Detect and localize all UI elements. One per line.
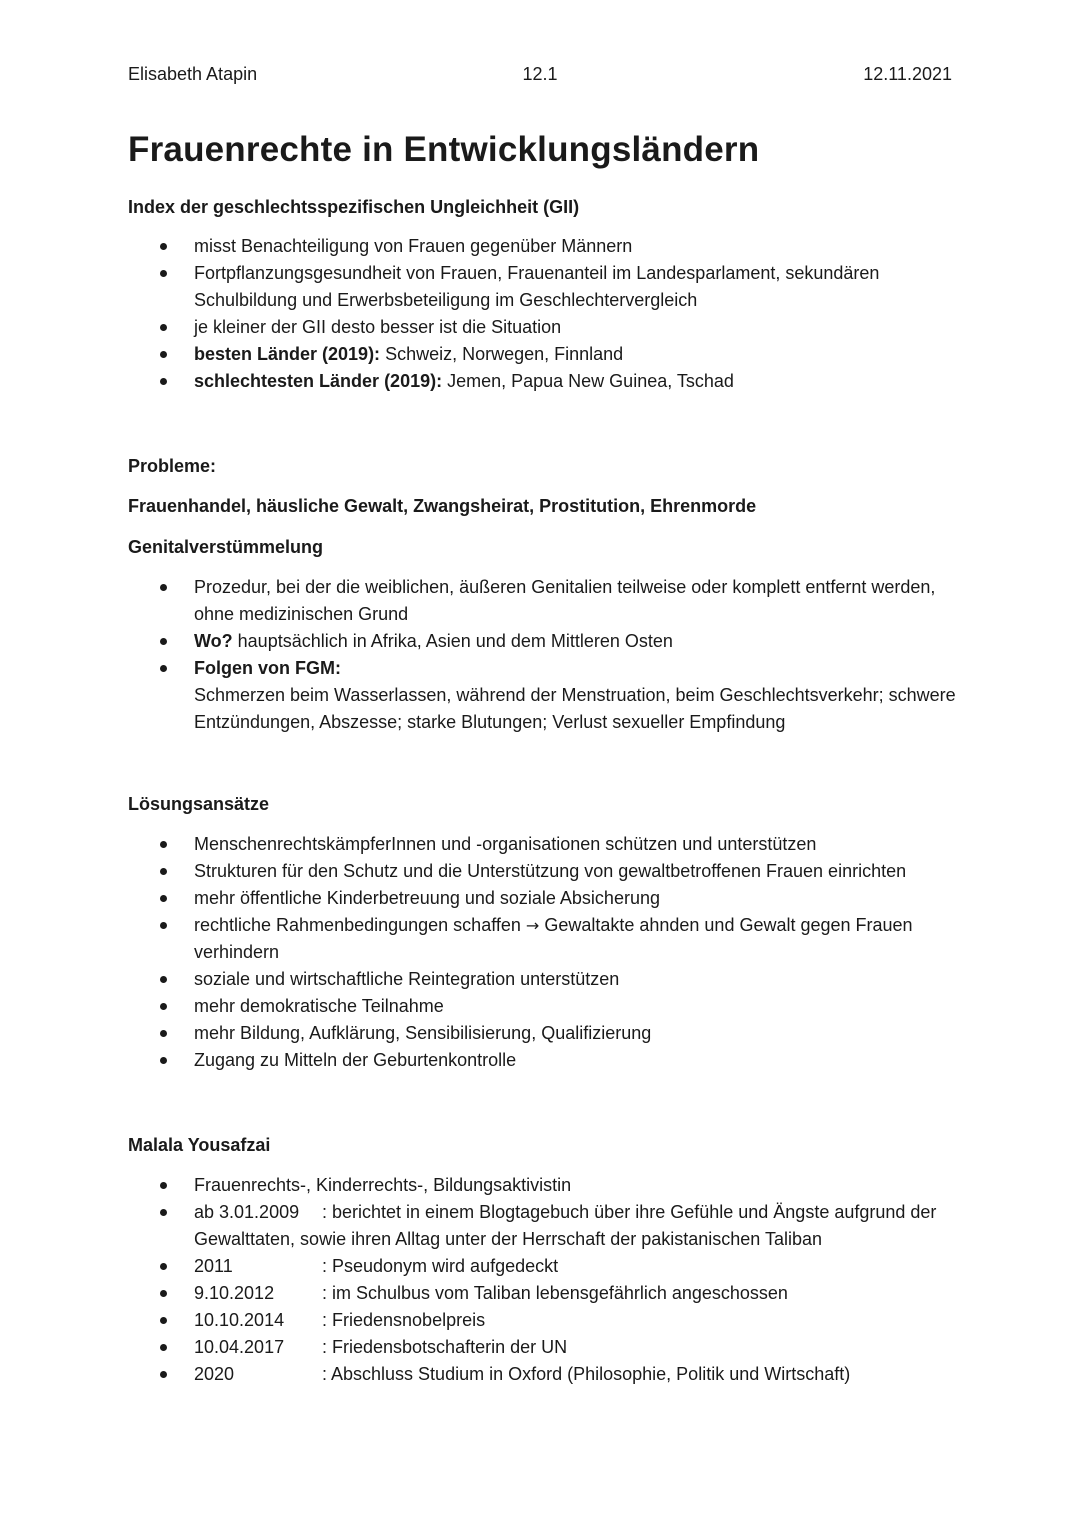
- timeline-item: [128, 1361, 958, 1388]
- item-label: besten Länder (2019):: [194, 344, 381, 364]
- list-item: Wo? hauptsächlich in Afrika, Asien und dem Mittleren Osten: [128, 628, 958, 655]
- problems-heading: Probleme:: [128, 456, 217, 476]
- item-label: Wo?: [194, 631, 233, 651]
- list-item: mehr Bildung, Aufklärung, Sensibilisierung, Qualifizierung: [128, 1020, 958, 1047]
- timeline-date: ab 3.01.2009: [194, 1202, 300, 1222]
- timeline-item: [128, 1307, 958, 1334]
- fgm-list: [128, 574, 958, 736]
- timeline-date: 2011: [194, 1256, 233, 1276]
- list-item: besten Länder (2019): Schweiz, Norwegen, Finnland: [128, 341, 958, 368]
- list-item: je kleiner der GII desto besser ist die Situation: [128, 314, 958, 341]
- list-item: Strukturen für den Schutz und die Unterstützung von gewaltbetroffenen Frauen einrichten: [128, 858, 958, 885]
- timeline-item: [128, 1253, 958, 1280]
- gii-heading: Index der geschlechtsspezifischen Ungleichheit (GII): [128, 197, 580, 217]
- timeline-date: 10.10.2014: [194, 1310, 285, 1330]
- document-date: 12.11.2021: [863, 64, 952, 84]
- list-item: Prozedur, bei der die weiblichen, äußeren Genitalien teilweise oder komplett entfernt werden, ohne medizinischen Grund: [128, 574, 958, 628]
- page-header: [128, 64, 952, 88]
- author-name: Elisabeth Atapin: [128, 64, 258, 84]
- list-item: mehr demokratische Teilnahme: [128, 993, 958, 1020]
- timeline-item: [128, 1199, 958, 1253]
- page-title: Frauenrechte in Entwicklungsländern: [128, 130, 760, 169]
- timeline-text: : Abschluss Studium in Oxford (Philosophie, Politik und Wirtschaft): [322, 1364, 851, 1384]
- malala-list: [128, 1172, 958, 1388]
- timeline-item: [128, 1280, 958, 1307]
- list-item: Folgen von FGM: Schmerzen beim Wasserlassen, während der Menstruation, beim Geschlechtsverkehr; schwere Entzündungen, Abszesse; starke Blutungen; Verlust sexueller Empfindung: [128, 655, 958, 736]
- gii-list: [128, 233, 958, 395]
- list-item: Zugang zu Mitteln der Geburtenkontrolle: [128, 1047, 958, 1074]
- timeline-text: : im Schulbus vom Taliban lebensgefährlich angeschossen: [322, 1283, 788, 1303]
- problems-list-heading: Frauenhandel, häusliche Gewalt, Zwangsheirat, Prostitution, Ehrenmorde: [128, 496, 757, 516]
- timeline-text: : Pseudonym wird aufgedeckt: [322, 1256, 559, 1276]
- timeline-text: : berichtet in einem Blogtagebuch über ihre Gefühle und Ängste aufgrund der Gewalttaten, sowie ihren Alltag unter der Herrschaft der pakistanischen Taliban: [194, 1202, 937, 1249]
- malala-heading: Malala Yousafzai: [128, 1135, 271, 1155]
- list-item: Frauenrechts-, Kinderrechts-, Bildungsaktivistin: [128, 1172, 958, 1199]
- list-item: soziale und wirtschaftliche Reintegration unterstützen: [128, 966, 958, 993]
- fgm-heading: Genitalverstümmelung: [128, 537, 324, 557]
- timeline-date: 10.04.2017: [194, 1337, 285, 1357]
- list-item: mehr öffentliche Kinderbetreuung und soziale Absicherung: [128, 885, 958, 912]
- list-item: misst Benachteiligung von Frauen gegenüber Männern: [128, 233, 958, 260]
- list-item: MenschenrechtskämpferInnen und -organisationen schützen und unterstützen: [128, 831, 958, 858]
- timeline-date: 9.10.2012: [194, 1283, 275, 1303]
- list-item: schlechtesten Länder (2019): Jemen, Papua New Guinea, Tschad: [128, 368, 958, 395]
- timeline-date: 2020: [194, 1364, 235, 1384]
- timeline-item: [128, 1334, 958, 1361]
- list-item: rechtliche Rahmenbedingungen schaffen → Gewaltakte ahnden und Gewalt gegen Frauen verhindern: [128, 912, 958, 966]
- class-label: 12.1: [522, 64, 558, 84]
- list-item: Fortpflanzungsgesundheit von Frauen, Frauenanteil im Landesparlament, sekundären Schulbildung und Erwerbsbeteiligung im Geschlechtervergleich: [128, 260, 958, 314]
- item-label: Folgen von FGM:: [194, 658, 341, 678]
- solutions-heading: Lösungsansätze: [128, 794, 270, 814]
- arrow-right-icon: →: [525, 916, 540, 935]
- timeline-text: : Friedensbotschafterin der UN: [322, 1337, 568, 1357]
- solutions-list: [128, 831, 958, 1074]
- item-label: schlechtesten Länder (2019):: [194, 371, 443, 391]
- timeline-text: : Friedensnobelpreis: [322, 1310, 486, 1330]
